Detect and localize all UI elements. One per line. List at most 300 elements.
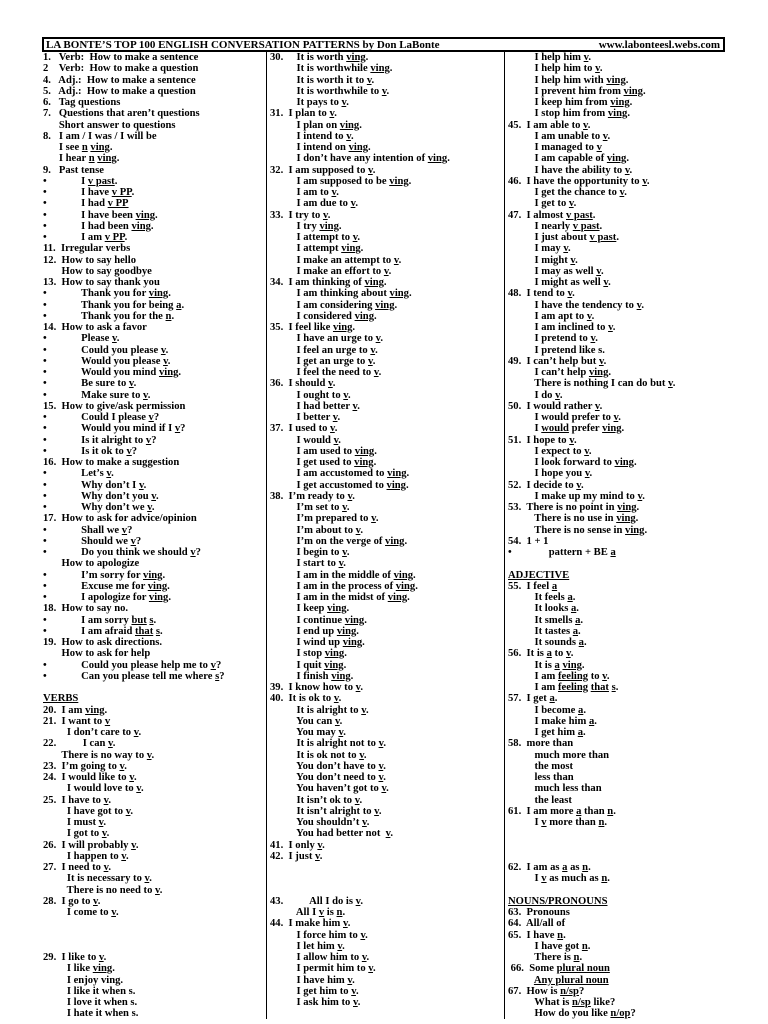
placeholder-term: v: [385, 828, 391, 840]
placeholder-term: v: [342, 918, 348, 930]
placeholder-term: v: [353, 997, 358, 1008]
placeholder-term: v: [106, 468, 112, 480]
placeholder-term: ving: [332, 322, 353, 333]
pattern-line: I am inclined to v.: [508, 322, 616, 333]
placeholder-term: v: [144, 873, 150, 885]
placeholder-term: a: [610, 547, 616, 558]
placeholder-term: v: [381, 783, 387, 795]
placeholder-term: v: [136, 783, 142, 795]
pattern-line: 22. I can v.: [43, 738, 116, 750]
pattern-line: You don’t need to v.: [270, 772, 386, 783]
placeholder-term: plural noun: [556, 963, 610, 975]
pattern-line: It sounds a.: [508, 637, 587, 648]
placeholder-term: ving: [97, 153, 117, 165]
placeholder-term: v: [596, 142, 602, 153]
placeholder-term: v: [133, 727, 139, 738]
pattern-line: I am to v.: [270, 187, 339, 198]
blank-line: [43, 941, 265, 952]
pattern-line: 36. I should v.: [270, 378, 336, 390]
pattern-line: 62. I am as a as n.: [508, 862, 591, 873]
pattern-line: 50. I would rather v.: [508, 400, 603, 412]
pattern-line: much less than: [508, 783, 602, 795]
section-heading: VERBS: [43, 693, 79, 705]
column-2: [270, 52, 502, 1008]
pattern-line: • Would you mind if I v?: [43, 423, 186, 435]
placeholder-term: v: [328, 378, 333, 390]
placeholder-term: v: [331, 187, 337, 198]
pattern-line: I may v.: [508, 243, 571, 255]
pattern-line: You may v.: [270, 727, 346, 738]
placeholder-term: v: [370, 344, 376, 356]
placeholder-term: v: [103, 862, 109, 873]
pattern-line: 65. I have n.: [508, 929, 566, 941]
pattern-line: 24. I would like to v.: [43, 772, 137, 783]
placeholder-term: v: [359, 749, 364, 761]
pattern-line: I am feeling to v.: [508, 670, 610, 682]
pattern-line: I might as well v.: [508, 277, 611, 288]
pattern-line: I have got to v.: [43, 805, 134, 817]
pattern-line: 33. I try to v.: [270, 209, 331, 221]
placeholder-term: v: [112, 333, 117, 345]
placeholder-term: that: [135, 625, 154, 637]
pattern-line: I got to v.: [43, 828, 110, 840]
placeholder-term: v: [332, 412, 338, 423]
pattern-line: I try ving.: [270, 220, 342, 232]
placeholder-term: a: [577, 727, 584, 738]
pattern-line: 64. All/all of: [508, 918, 566, 930]
pattern-line: • Is it alright to v?: [43, 434, 157, 446]
placeholder-term: v: [642, 175, 647, 187]
placeholder-term: v: [334, 715, 340, 727]
pattern-line: I help him with ving.: [508, 74, 629, 86]
pattern-line: 66. Some plural noun: [508, 963, 610, 975]
pattern-line: I keep him from ving.: [508, 97, 633, 108]
placeholder-term: v: [375, 333, 381, 345]
placeholder-term: ving: [607, 108, 628, 120]
pattern-line: There is nothing I can do but v.: [508, 378, 676, 390]
placeholder-term: v: [343, 389, 349, 401]
placeholder-term: n: [336, 907, 343, 918]
placeholder-term: ving: [614, 457, 634, 468]
pattern-line: 4. Adj.: How to make a sentence: [43, 74, 196, 86]
pattern-line: • Can you please tell me where s?: [43, 670, 225, 682]
pattern-line: I intend on ving.: [270, 142, 371, 153]
placeholder-term: v: [541, 873, 547, 885]
placeholder-term: ving: [354, 310, 374, 322]
pattern-line: It looks a.: [508, 603, 579, 615]
pattern-line: 51. I hope to v.: [508, 434, 577, 446]
pattern-line: It is necessary to v.: [43, 873, 152, 885]
placeholder-term: v: [338, 558, 344, 570]
pattern-line: I’m about to v.: [270, 524, 364, 536]
pattern-line: I permit him to v.: [270, 963, 376, 975]
placeholder-term: would: [541, 423, 569, 435]
placeholder-term: v: [602, 670, 607, 682]
placeholder-term: v: [119, 760, 125, 772]
placeholder-term: ving: [147, 580, 168, 592]
placeholder-term: v: [210, 659, 216, 671]
pattern-line: You don’t have to v.: [270, 760, 386, 772]
pattern-line: 18. How to say no.: [43, 603, 129, 615]
placeholder-term: ving: [148, 592, 169, 603]
placeholder-term: v: [637, 490, 643, 502]
placeholder-term: v: [576, 479, 581, 491]
pattern-line: • Is it ok to v?: [43, 445, 138, 457]
pattern-line: I see n ving.: [43, 142, 113, 153]
pattern-line: I love it when s.: [43, 997, 138, 1008]
pattern-line: • I had been ving.: [43, 220, 154, 232]
placeholder-term: v: [352, 232, 358, 243]
pattern-line: • I have been ving.: [43, 209, 158, 221]
pattern-line: I v as much as n.: [508, 873, 610, 885]
placeholder-term: v: [98, 952, 104, 963]
pattern-line: All I v is n.: [270, 907, 346, 918]
pattern-line: I happen to v.: [43, 850, 129, 862]
pattern-line: It is a ving.: [508, 659, 585, 671]
pattern-line: I do v.: [508, 389, 563, 401]
pattern-line: • Could I please v?: [43, 412, 160, 423]
placeholder-term: v: [347, 974, 353, 986]
pattern-line: I am in the midst of ving.: [270, 592, 410, 603]
placeholder-term: ving: [90, 142, 110, 153]
placeholder-term: a: [551, 580, 558, 592]
pattern-line: How to say goodbye: [43, 265, 152, 277]
placeholder-term: v: [346, 130, 351, 142]
placeholder-term: v: [393, 254, 399, 266]
placeholder-term: ving: [625, 524, 645, 536]
placeholder-term: ving: [348, 142, 369, 153]
placeholder-term: ving: [375, 299, 395, 311]
pattern-line: 61. I am more a than n.: [508, 805, 616, 817]
pattern-line: • Do you think we should v?: [43, 547, 201, 558]
placeholder-term: ving: [606, 74, 626, 86]
pattern-line: 17. How to ask for advice/opinion: [43, 513, 197, 525]
placeholder-term: a: [578, 637, 584, 648]
pattern-line: 67. How is n/sp?: [508, 985, 585, 997]
placeholder-term: ving: [354, 445, 375, 457]
pattern-line: It tastes a.: [508, 625, 581, 637]
placeholder-term: v: [121, 850, 127, 862]
placeholder-term: v: [347, 490, 353, 502]
placeholder-term: ving: [148, 288, 169, 300]
placeholder-term: but: [131, 614, 147, 626]
placeholder-term: v: [333, 693, 339, 705]
placeholder-term: v: [608, 322, 613, 333]
placeholder-term: v: [138, 479, 144, 491]
pattern-line: I have an urge to v.: [270, 333, 384, 345]
pattern-line: • Why don’t we v.: [43, 502, 155, 513]
pattern-line: I get an urge to v.: [270, 355, 376, 367]
placeholder-term: n: [573, 952, 580, 963]
placeholder-term: s: [149, 614, 154, 626]
placeholder-term: ving: [623, 85, 643, 97]
pattern-line: • Could you please v.: [43, 344, 169, 356]
pattern-line: • Would you mind ving.: [43, 367, 182, 378]
pattern-line: I would prefer to v.: [508, 412, 621, 423]
pattern-line: Short answer to questions: [43, 119, 176, 131]
placeholder-term: v: [636, 299, 642, 311]
placeholder-term: n/op: [610, 1008, 631, 1020]
pattern-line: • I v past.: [43, 175, 118, 187]
placeholder-term: v: [352, 400, 358, 412]
page-header: [42, 37, 725, 52]
placeholder-term: ving: [135, 209, 156, 221]
placeholder-term: v: [378, 738, 384, 750]
pattern-line: • Could you please help me to v?: [43, 659, 222, 671]
placeholder-term: v: [584, 468, 590, 480]
placeholder-term: ving: [324, 659, 344, 671]
placeholder-term: ving: [319, 220, 339, 232]
column-1: [43, 52, 265, 1020]
pattern-line: What is n/sp like?: [508, 997, 616, 1008]
pattern-line: It is worthwhile ving.: [270, 63, 393, 75]
pattern-line: • Shall we v?: [43, 524, 133, 536]
placeholder-term: v: [93, 895, 98, 907]
placeholder-term: v: [355, 524, 361, 536]
placeholder-term: v: [333, 434, 339, 446]
pattern-line: I feel an urge to v.: [270, 344, 378, 356]
placeholder-term: v: [350, 198, 356, 210]
placeholder-term: v: [361, 704, 366, 716]
placeholder-term: ving: [393, 569, 414, 581]
pattern-line: I make up my mind to v.: [508, 490, 645, 502]
placeholder-term: a: [576, 805, 582, 817]
placeholder-term: a: [578, 704, 584, 716]
placeholder-term: v: [108, 738, 113, 750]
pattern-line: • Let’s v.: [43, 468, 114, 480]
placeholder-term: v: [130, 535, 136, 547]
placeholder-term: v: [145, 434, 152, 446]
pattern-line: It isn’t ok to v.: [270, 794, 363, 806]
placeholder-term: v: [362, 817, 367, 828]
blank-line: [43, 930, 265, 941]
placeholder-term: v: [111, 907, 116, 918]
placeholder-term: v: [567, 288, 573, 300]
pattern-line: I am used to ving.: [270, 445, 377, 457]
pattern-line: 32. I am supposed to v.: [270, 164, 376, 176]
placeholder-term: ving: [331, 670, 351, 682]
pattern-line: I am in the process of ving.: [270, 580, 418, 592]
placeholder-term: a: [176, 299, 182, 311]
placeholder-term: ving: [389, 288, 409, 300]
pattern-line: I finish ving.: [270, 670, 354, 682]
pattern-line: • Be sure to v.: [43, 378, 137, 390]
placeholder-term: ving: [386, 479, 406, 491]
pattern-line: [508, 975, 728, 986]
pattern-line: 23. I’m going to v.: [43, 760, 127, 772]
placeholder-term: v: [342, 502, 347, 513]
pattern-line: 63. Pronouns: [508, 907, 570, 918]
pattern-line: I intend to v.: [270, 130, 354, 142]
placeholder-term: ving: [344, 614, 365, 626]
pattern-line: • Please v.: [43, 333, 120, 345]
placeholder-term: v: [101, 828, 107, 840]
placeholder-term: v: [98, 817, 104, 828]
pattern-line: It isn’t alright to v.: [270, 805, 382, 817]
pattern-line: 43. All I do is v.: [270, 895, 364, 907]
pattern-line: the most: [508, 760, 574, 772]
placeholder-term: ving: [606, 153, 627, 165]
pattern-line: I quit ving.: [270, 659, 347, 671]
placeholder-term: ving: [339, 119, 360, 131]
page-title: LA BONTE’S TOP 100 ENGLISH CONVERSATION PATTERNS by Don LaBonte: [46, 39, 440, 51]
placeholder-term: ving: [158, 367, 179, 378]
pattern-line: 20. I am ving.: [43, 704, 108, 716]
pattern-line: I get to v.: [508, 198, 577, 210]
placeholder-term: v: [598, 355, 604, 367]
placeholder-term: a: [562, 862, 568, 873]
pattern-line: I just about v past.: [508, 232, 619, 243]
placeholder-term: v: [378, 760, 384, 772]
pattern-line: I look forward to ving.: [508, 457, 637, 468]
pattern-line: • I apologize for ving.: [43, 592, 172, 603]
pattern-line: 37. I used to v.: [270, 423, 338, 435]
placeholder-term: v: [121, 524, 128, 536]
pattern-line: the least: [508, 794, 572, 806]
pattern-line: There is no need to v.: [43, 884, 163, 896]
placeholder-term: ving: [617, 502, 637, 513]
placeholder-term: v: [126, 445, 132, 457]
blank-line: [270, 862, 502, 873]
placeholder-term: v: [190, 547, 196, 558]
pattern-line: I am considering ving.: [270, 299, 398, 311]
pattern-line: It feels a.: [508, 592, 576, 603]
pattern-line: It is worthwhile to v.: [270, 85, 390, 97]
placeholder-term: v: [148, 412, 154, 423]
pattern-line: • Thank you for being a.: [43, 299, 185, 311]
placeholder-term: v: [596, 265, 601, 277]
pattern-line: I come to v.: [43, 907, 119, 918]
pattern-line: 48. I tend to v.: [508, 288, 575, 300]
pattern-line: 54. 1 + 1: [508, 535, 549, 547]
placeholder-term: v: [104, 715, 111, 727]
pattern-line: There is no way to v.: [43, 749, 155, 761]
pattern-line: 19. How to ask directions.: [43, 637, 162, 648]
pattern-line: There is no sense in ving.: [508, 524, 648, 536]
placeholder-term: ving: [143, 569, 163, 581]
placeholder-term: n: [598, 817, 605, 828]
placeholder-term: v: [368, 963, 373, 975]
pattern-line: I attempt to v.: [270, 232, 361, 243]
pattern-line: 21. I want to v: [43, 715, 111, 727]
placeholder-term: v: [563, 243, 569, 255]
placeholder-term: ving: [385, 535, 405, 547]
placeholder-term: v: [668, 378, 673, 390]
pattern-line: I pretend like s.: [508, 344, 605, 356]
placeholder-term: a: [570, 603, 577, 615]
pattern-line: I keep ving.: [270, 603, 350, 615]
pattern-line: 2 Verb: How to make a question: [43, 63, 199, 75]
placeholder-term: a: [575, 614, 581, 626]
pattern-line: I prevent him from ving.: [508, 85, 646, 97]
placeholder-term: v: [146, 749, 152, 761]
pattern-line: I would prefer ving.: [508, 423, 625, 435]
pattern-line: 14. How to ask a favor: [43, 322, 147, 333]
pattern-line: I am in the middle of ving.: [270, 569, 416, 581]
pattern-line: • Excuse me for ving.: [43, 580, 170, 592]
pattern-line: I am accustomed to ving.: [270, 468, 410, 480]
blank-line: [508, 840, 728, 851]
placeholder-term: v: [129, 772, 134, 783]
placeholder-term: ving: [588, 367, 609, 378]
pattern-line: 29. I like to v.: [43, 952, 107, 963]
placeholder-term: v: [151, 490, 157, 502]
pattern-line: I am supposed to be ving.: [270, 175, 412, 187]
pattern-line: I continue ving.: [270, 614, 367, 626]
pattern-line: 28. I go to v.: [43, 895, 101, 907]
placeholder-term: v: [590, 333, 596, 345]
pattern-line: I hate it when s.: [43, 1008, 139, 1020]
placeholder-term: v PP: [111, 187, 132, 198]
placeholder-term: s: [611, 682, 616, 693]
pattern-line: 1. Verb: How to make a sentence: [43, 52, 199, 63]
website-url: www.labonteesl.webs.com: [598, 39, 720, 51]
placeholder-term: v: [329, 108, 335, 120]
placeholder-term: v: [366, 74, 372, 86]
pattern-line: I make an attempt to v.: [270, 254, 402, 266]
pattern-line: I help him v.: [508, 52, 592, 63]
blank-line: [508, 851, 728, 862]
placeholder-term: v: [583, 52, 589, 63]
placeholder-term: n: [607, 805, 614, 817]
pattern-line: • I am afraid that s.: [43, 625, 163, 637]
pattern-line: I have the tendency to v.: [508, 299, 644, 311]
pattern-line: I am thinking about ving.: [270, 288, 412, 300]
placeholder-term: Any plural noun: [533, 974, 609, 986]
placeholder-term: a: [549, 693, 555, 705]
pattern-line: • I am sorry but s.: [43, 614, 157, 626]
pattern-line: I’m prepared to v.: [270, 513, 379, 525]
pattern-line: 15. How to give/ask permission: [43, 400, 186, 412]
pattern-line: I am due to v.: [270, 198, 359, 210]
placeholder-term: v: [541, 817, 547, 828]
placeholder-term: v: [624, 164, 630, 176]
pattern-line: I better v.: [270, 412, 341, 423]
column-divider-1: [266, 52, 267, 1019]
pattern-line: How to apologize: [43, 558, 140, 570]
pattern-line: • I had v PP: [43, 198, 129, 210]
pattern-line: much more than: [508, 749, 610, 761]
placeholder-term: v: [565, 648, 571, 660]
pattern-line: It is alright not to v.: [270, 738, 386, 750]
column-divider-2: [504, 52, 505, 1019]
pattern-line: I nearly v past.: [508, 220, 603, 232]
pattern-line: 46. I have the opportunity to v.: [508, 175, 650, 187]
placeholder-term: v past: [589, 232, 617, 243]
placeholder-term: ving: [324, 648, 345, 660]
placeholder-term: v: [383, 265, 389, 277]
placeholder-term: v: [595, 63, 600, 75]
pattern-line: 6. Tag questions: [43, 97, 121, 108]
placeholder-term: ving: [387, 592, 408, 603]
pattern-line: • Would you please v.: [43, 355, 171, 367]
pattern-line: You haven’t got to v.: [270, 783, 389, 795]
placeholder-term: v past: [572, 220, 600, 232]
placeholder-term: ving: [336, 625, 357, 637]
placeholder-term: v: [613, 412, 619, 423]
pattern-line: I might v.: [508, 254, 578, 266]
pattern-line: I get used to ving.: [270, 457, 377, 468]
pattern-line: 55. I feel a: [508, 580, 558, 592]
pattern-line: I would v.: [270, 434, 341, 446]
placeholder-term: feeling: [558, 670, 589, 682]
pattern-line: 11. Irregular verbs: [43, 243, 131, 255]
placeholder-term: v: [583, 119, 588, 131]
placeholder-term: v: [381, 85, 387, 97]
pattern-line: I get him to v.: [270, 985, 359, 997]
pattern-line: 52. I decide to v.: [508, 479, 584, 491]
placeholder-term: ving: [131, 220, 151, 232]
